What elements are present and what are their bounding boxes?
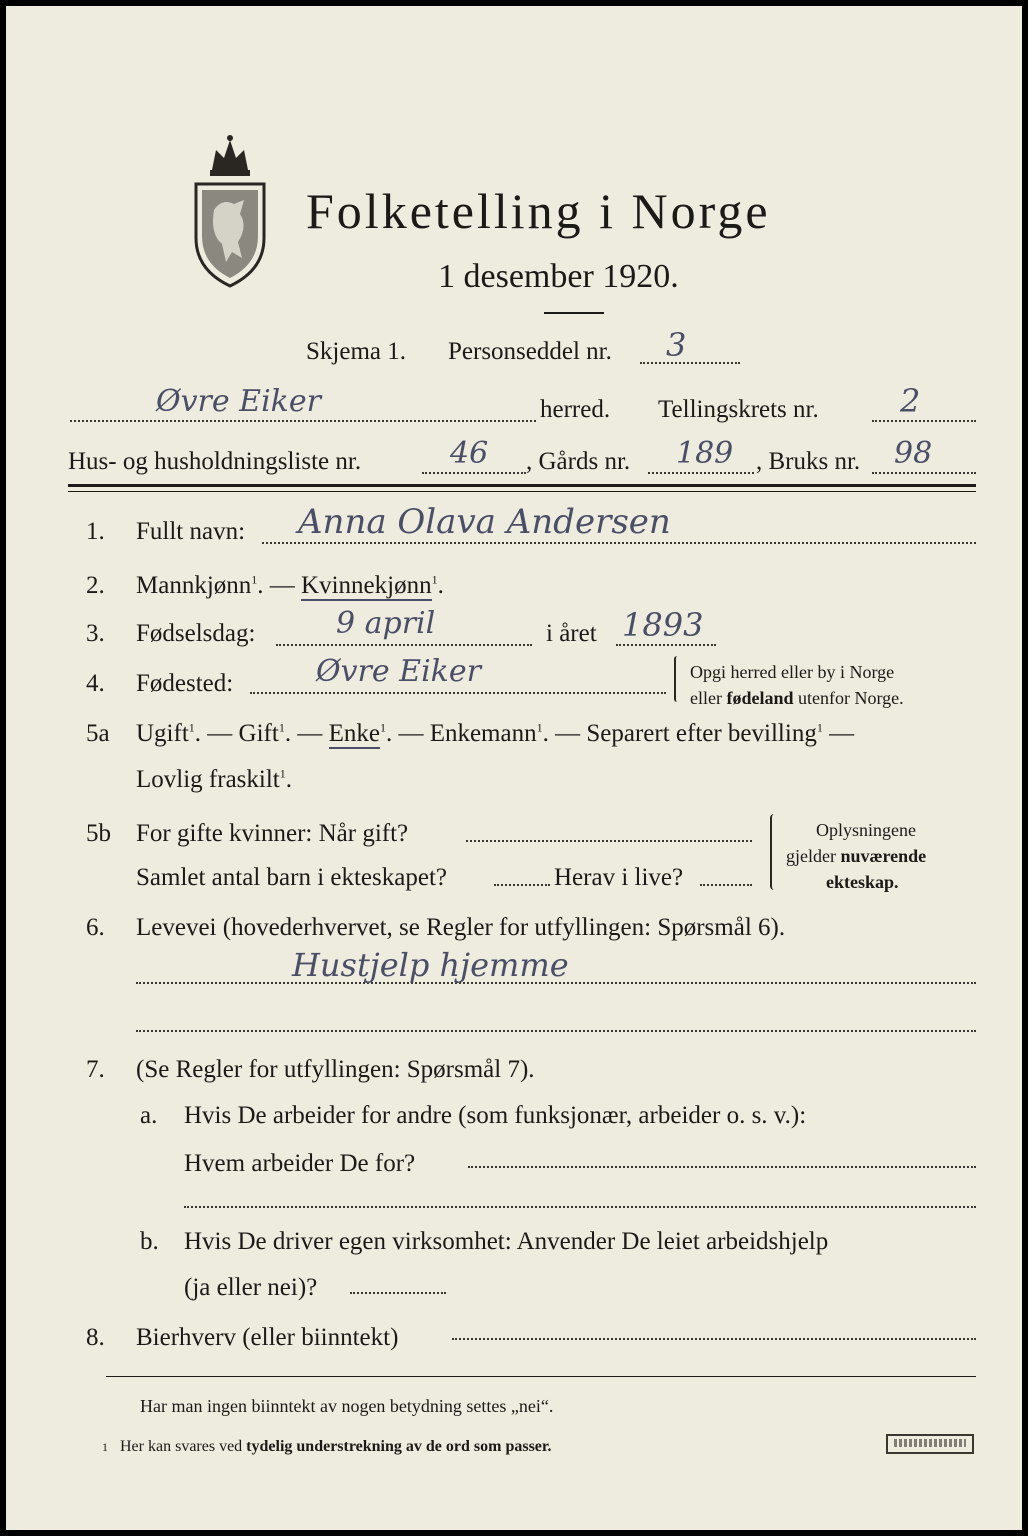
q7b-number: b. — [140, 1228, 159, 1255]
q7b-line1: Hvis De driver egen virksomhet: Anvender De leiet arbeidshjelp — [184, 1228, 829, 1255]
q2-number: 2. — [86, 572, 105, 599]
q4-line — [250, 692, 666, 694]
coat-of-arms-icon — [192, 134, 268, 290]
q7a-answer-line[interactable] — [468, 1166, 976, 1168]
q4-note-2: eller fødeland utenfor Norge. — [690, 688, 904, 708]
q7b-line2: (ja eller nei)? — [184, 1274, 318, 1301]
q5b-barn-line[interactable] — [494, 884, 550, 886]
q5b-line1: For gifte kvinner: Når gift? — [136, 820, 409, 847]
footer-rule — [106, 1376, 976, 1377]
q5a-options: Ugift$^1$. — Gift$^1$. — Enke$^1$. — Enkemann$^1$. — Separert efter bevilling$^1$ — — [136, 720, 855, 747]
q3-line — [276, 644, 532, 646]
herred-label: herred. — [540, 396, 611, 423]
gards-line — [648, 472, 754, 474]
q6-number: 6. — [86, 914, 105, 941]
herred-value[interactable]: Øvre Eiker — [156, 384, 321, 419]
personseddel-value[interactable]: 3 — [666, 326, 687, 364]
q3-number: 3. — [86, 620, 105, 647]
title-divider — [544, 312, 604, 314]
q3-year-label: i året — [546, 620, 597, 647]
q3-label: Fødselsdag: — [136, 620, 256, 647]
bruks-line — [872, 472, 976, 474]
gards-label: , Gårds nr. — [526, 448, 631, 475]
q6-label: Levevei (hovederhvervet, se Regler for utfyllingen: Spørsmål 6). — [136, 914, 786, 941]
q5b-number: 5b — [86, 820, 111, 847]
q5a-enke[interactable]: Enke — [328, 720, 380, 747]
q7a-answer-line-2[interactable] — [184, 1206, 976, 1208]
q7a-line1: Hvis De arbeider for andre (som funksjonær, arbeider o. s. v.): — [184, 1102, 807, 1129]
q4-label: Fødested: — [136, 670, 234, 697]
q2-options: Mannkjønn$^1$. — Kvinnekjønn$^1$. — [136, 572, 444, 599]
q6-line-2[interactable] — [136, 1030, 976, 1032]
q5a-lovlig[interactable]: Lovlig fraskilt$^1$. — [136, 766, 292, 793]
hus-value[interactable]: 46 — [450, 436, 489, 471]
census-form — [6, 6, 1022, 1530]
q5b-live-line[interactable] — [700, 884, 752, 886]
q5a-gift[interactable]: Gift — [238, 720, 279, 747]
tellingskrets-value[interactable]: 2 — [900, 382, 921, 420]
q3-year-value[interactable]: 1893 — [622, 606, 704, 644]
q1-value[interactable]: Anna Olava Andersen — [298, 502, 671, 542]
q7b-answer-line[interactable] — [350, 1292, 446, 1294]
form-title: Folketelling i Norge — [306, 183, 771, 239]
header-rule-top — [68, 484, 976, 487]
q7a-line2: Hvem arbeider De for? — [184, 1150, 416, 1177]
q5b-note-1: Oplysningene — [816, 820, 916, 840]
q4-note-1: Opgi herred eller by i Norge — [690, 662, 895, 682]
q5a-ugift[interactable]: Ugift — [136, 720, 189, 747]
q5b-live-label: Herav i live? — [554, 864, 684, 891]
printer-stamp — [886, 1434, 974, 1454]
q4-value[interactable]: Øvre Eiker — [316, 654, 481, 689]
q3-value[interactable]: 9 april — [336, 606, 436, 641]
q6-value[interactable]: Hustjelp hjemme — [292, 946, 569, 984]
footnote: 1 Her kan svares ved tydelig understrekning av de ord som passer. — [102, 1438, 552, 1455]
form-date: 1 desember 1920. — [438, 258, 679, 295]
q4-brace — [674, 656, 680, 702]
q8-number: 8. — [86, 1324, 105, 1351]
q2-mann: Mannkjønn — [136, 572, 252, 599]
header-rule-bottom — [68, 491, 976, 492]
q5b-note-2: gjelder nuværende — [786, 846, 927, 866]
bruks-label: , Bruks nr. — [756, 448, 861, 475]
gards-value[interactable]: 189 — [676, 436, 734, 471]
q3-year-line — [616, 644, 716, 646]
q1-line — [262, 542, 976, 544]
footer-note: Har man ingen biinntekt av nogen betydning settes „nei“. — [140, 1396, 554, 1416]
tellingskrets-label: Tellingskrets nr. — [658, 396, 819, 423]
bruks-value[interactable]: 98 — [894, 436, 933, 471]
q5a-number: 5a — [86, 720, 110, 747]
personseddel-label: Personseddel nr. — [448, 338, 612, 365]
q1-label: Fullt navn: — [136, 518, 246, 545]
herred-line — [70, 420, 536, 422]
q4-number: 4. — [86, 670, 105, 697]
q5b-nar-gift-line[interactable] — [466, 840, 752, 842]
q5b-note-3: ekteskap. — [826, 872, 899, 892]
q5b-brace — [770, 814, 778, 890]
q7a-number: a. — [140, 1102, 158, 1129]
q7-label: (Se Regler for utfyllingen: Spørsmål 7). — [136, 1056, 535, 1083]
tellingskrets-line — [872, 420, 976, 422]
personseddel-line — [640, 362, 740, 364]
q7-number: 7. — [86, 1056, 105, 1083]
q5a-separert[interactable]: Separert efter bevilling — [586, 720, 817, 747]
q2-kvinne[interactable]: Kvinnekjønn — [301, 572, 432, 599]
q8-label: Bierhverv (eller biinntekt) — [136, 1324, 399, 1351]
skjema-label: Skjema 1. — [306, 338, 406, 365]
hus-line — [422, 472, 526, 474]
q5b-barn-label: Samlet antal barn i ekteskapet? — [136, 864, 447, 891]
q1-number: 1. — [86, 518, 105, 545]
q5a-enkemann[interactable]: Enkemann — [429, 720, 537, 747]
hus-label: Hus- og husholdningsliste nr. — [68, 448, 362, 475]
q8-answer-line[interactable] — [452, 1338, 976, 1340]
